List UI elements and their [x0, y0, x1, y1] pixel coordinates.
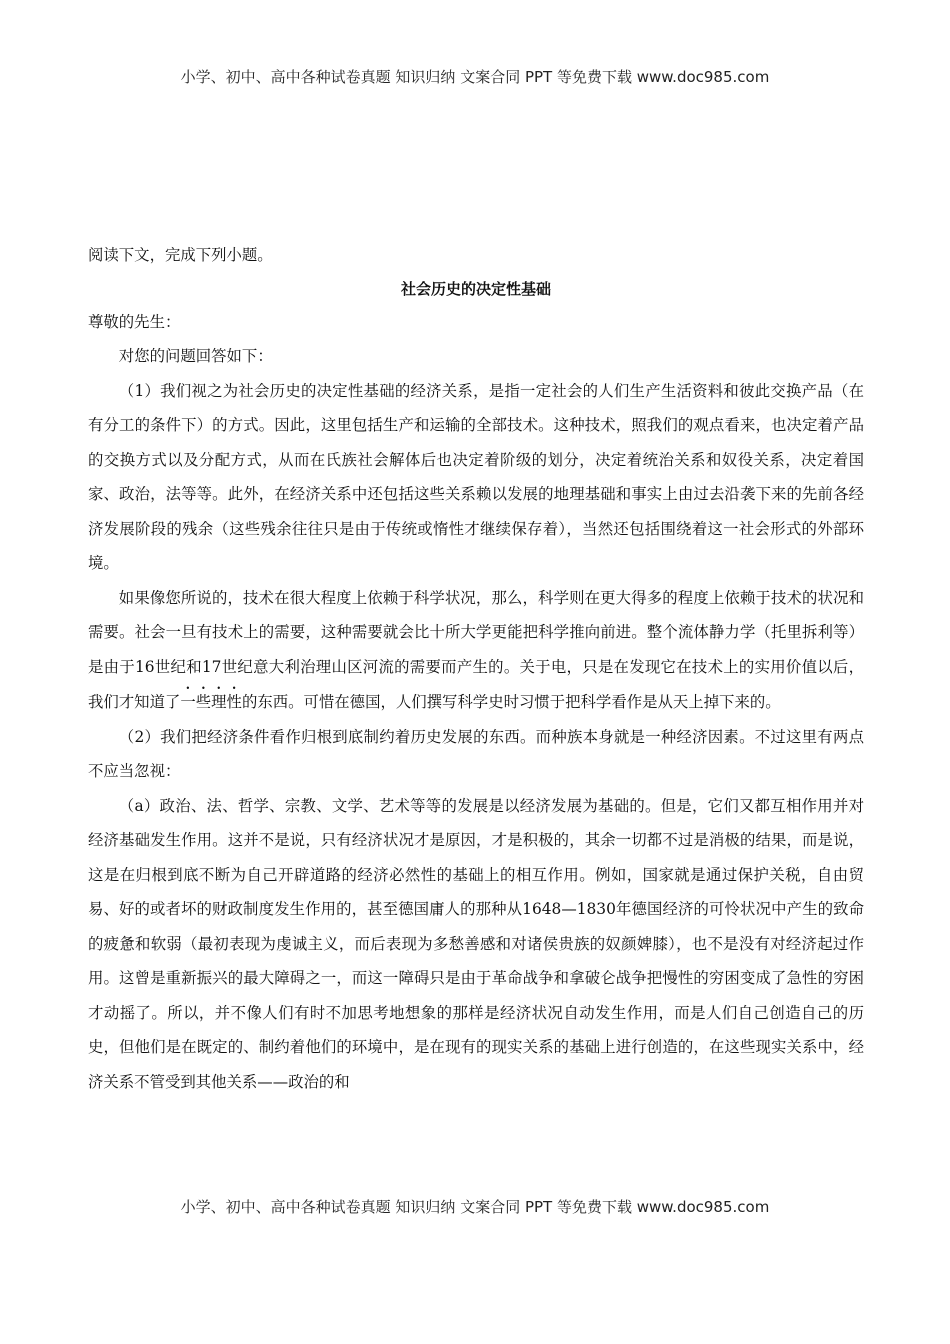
- paragraph-1: （1）我们视之为社会历史的决定性基础的经济关系，是指一定社会的人们生产生活资料和彼此交换产品（在有分工的条件下）的方式。因此，这里包括生产和运输的全部技术。这种技术，照我们的观点看来，也决定着产品的交换方式以及分配方式，从而在氏族社会解体后也决定着阶级的划分，决定着统治关系和奴役关系，决定着国家、政治，法等等。此外，在经济关系中还包括这些关系赖以发展的地理基础和事实上由过去沿袭下来的先前各经济发展阶段的残余（这些残余往往只是由于传统或惰性才继续保存着），当然还包括围绕着这一社会形式的外部环境。: [88, 381, 864, 572]
- page-header: 小学、初中、高中各种试卷真题 知识归纳 文案合同 PPT 等免费下载 www.doc985.com: [180, 68, 770, 86]
- paragraph-2-part-2: 的东西。可惜在德国，人们撰写科学史时习惯于把科学看作是从天上掉下来的。: [241, 693, 781, 711]
- paragraph-2-part-1: 如果像您所说的，技术在很大程度上依赖于科学状况，那么，科学则在更大得多的程度上依赖于技术的状况和需要。社会一旦有技术上的需要，这种需要就会比十所大学更能把科学推向前进。整个流体静力学（托里拆利等）是由于16世纪和17世纪意大利治理山区河流的需要而产生的。关于电，只是在发现它在技术上的实用价值以后，我们才知道了: [88, 588, 864, 711]
- opening-line: 对您的问题回答如下：: [118, 347, 273, 365]
- paragraph-4: （a）政治、法、哲学、宗教、文学、艺术等等的发展是以经济发展为基础的。但是，它们又都互相作用并对经济基础发生作用。这并不是说，只有经济状况才是原因，才是积极的，其余一切都不过是消极的结果，而是说，这是在归根到底不断为自己开辟道路的经济必然性的基础上的相互作用。例如，国家就是通过保护关税，自由贸易、好的或者坏的财政制度发生作用的，甚至德国庸人的那种从1648—1830年德国经济的可怜状况中产生的致命的疲惫和软弱（最初表现为虔诚主义，而后表现为多愁善感和对诸侯贵族的奴颜婢膝），也不是没有对经济起过作用。这曾是重新振兴的最大障碍之一，而这一障碍只是由于革命战争和拿破仑战争把慢性的穷困变成了急性的穷困才动摇了。所以，并不像人们有时不加思考地想象的那样是经济状况自动发生作用，而是人们自己创造自己的历史，但他们是在既定的、制约着他们的环境中，是在现有的现实关系的基础上进行创造的，在这些现实关系中，经济关系不管受到其他关系——政治的和: [88, 796, 864, 1091]
- salutation: 尊敬的先生：: [88, 312, 181, 331]
- article-title: 社会历史的决定性基础: [400, 279, 551, 298]
- instruction-text: 阅读下文，完成下列小题。: [88, 246, 273, 264]
- paragraph-3: （2）我们把经济条件看作归根到底制约着历史发展的东西。而种族本身就是一种经济因素。不过这里有两点不应当忽视：: [88, 727, 864, 780]
- document-body: [88, 238, 864, 1099]
- paragraph-2: [88, 581, 864, 720]
- emphasis-dotted-text: 一些理性: [180, 693, 242, 711]
- page-footer: 小学、初中、高中各种试卷真题 知识归纳 文案合同 PPT 等免费下载 www.doc985.com: [180, 1198, 770, 1216]
